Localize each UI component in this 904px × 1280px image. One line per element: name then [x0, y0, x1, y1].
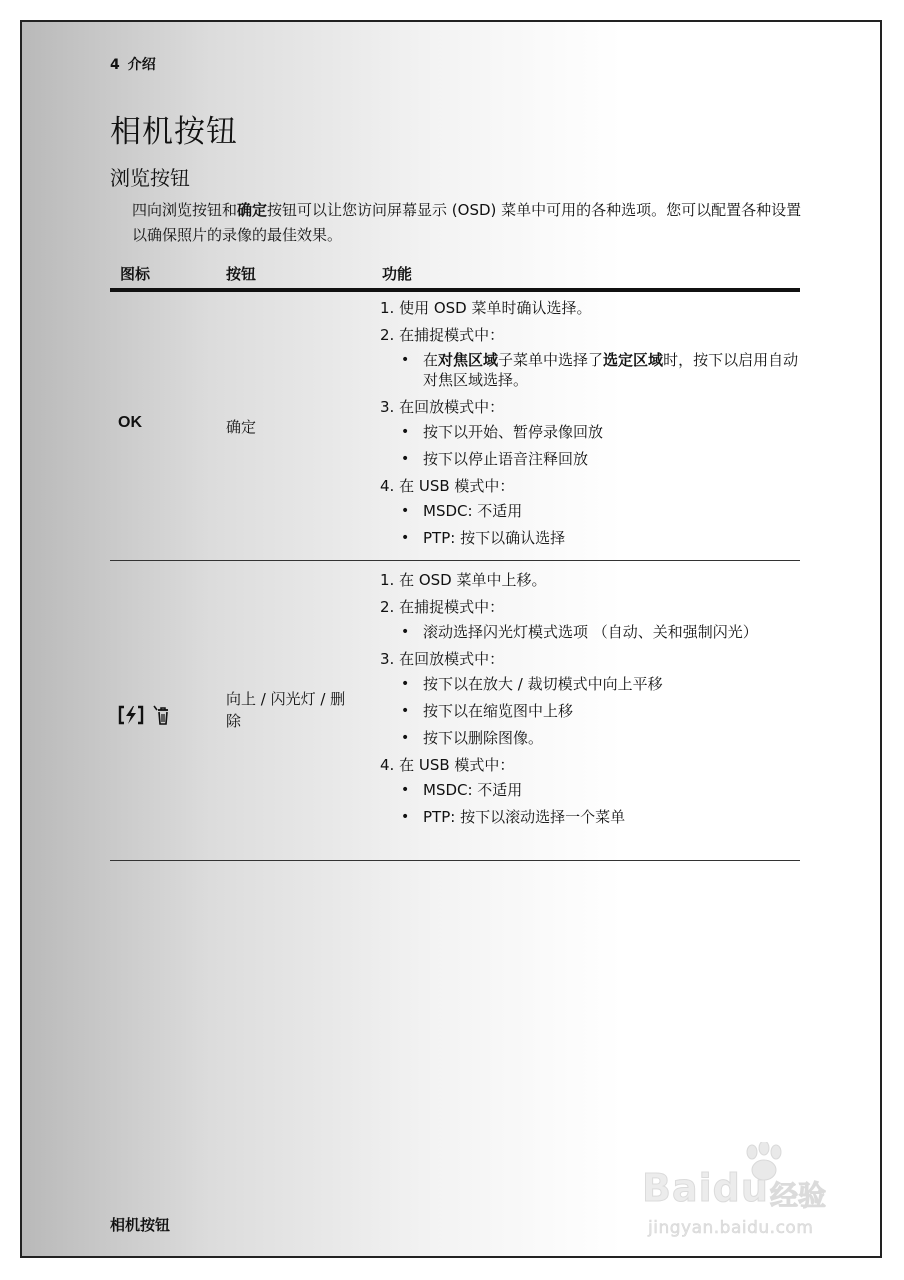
bullet-bold: 对焦区域 [438, 351, 499, 369]
chapter-number: 4 [110, 57, 120, 73]
button-name-up-flash-delete: 向上 / 闪光灯 / 删除 [226, 690, 346, 730]
button-name-confirm: 确定 [226, 418, 257, 436]
chapter-header [110, 54, 156, 74]
list-item: 3. 在回放模式中： [380, 650, 505, 668]
bullet-item: • 按下以在缩览图中上移 [380, 701, 800, 721]
bullet-bold: 选定区域 [603, 351, 664, 369]
list-item: 4. 在 USB 模式中： [380, 477, 515, 495]
watermark-brand: Baidu [642, 1166, 769, 1210]
bullet-text: 时，按下以启用自动对焦区域选择。 [423, 351, 799, 389]
bullet-item: • 按下以删除图像。 [380, 728, 800, 748]
bullet-item: • 按下以停止语音注释回放 [380, 449, 800, 469]
page-frame [20, 20, 882, 1258]
section-title: 浏览按钮 [110, 166, 190, 190]
list-item: 2. 在捕捉模式中： [380, 326, 505, 344]
table-header-rule [110, 288, 800, 292]
list-item: 2. 在捕捉模式中： [380, 598, 505, 616]
row-divider [110, 560, 800, 561]
bullet-list [380, 622, 800, 642]
function-list-confirm [380, 298, 800, 555]
column-header-function: 功能 [382, 265, 413, 283]
bullet-list [380, 501, 800, 548]
bullet-text: 子菜单中选择了 [498, 351, 604, 369]
bullet-item: • PTP: 按下以确认选择 [380, 528, 800, 548]
row-divider [110, 860, 800, 861]
chapter-title: 介绍 [127, 57, 156, 73]
bullet-text: 在 [423, 351, 439, 369]
function-list-up-flash-delete [380, 570, 800, 834]
list-item: 1. 在 OSD 菜单中上移。 [380, 571, 547, 589]
bullet-item: • MSDC: 不适用 [380, 780, 800, 800]
bullet-item: • 按下以开始、暂停录像回放 [380, 422, 800, 442]
up-flash-delete-icons [118, 704, 172, 726]
column-header-icon: 图标 [120, 265, 151, 283]
intro-paragraph [132, 198, 812, 248]
trash-icon [150, 704, 172, 726]
bullet-item [380, 350, 800, 390]
bullet-list [380, 350, 800, 390]
bullet-list [380, 780, 800, 827]
bullet-item: • MSDC: 不适用 [380, 501, 800, 521]
flash-icon [118, 704, 144, 726]
list-item: 1. 使用 OSD 菜单时确认选择。 [380, 299, 592, 317]
intro-text-2: 按钮可以让您访问屏幕显示 (OSD) 菜单中可用的各种选项。您可以配置各种设置以确保照片的录像的最佳效果。 [132, 201, 802, 244]
bullet-item: • 按下以在放大 / 裁切模式中向上平移 [380, 674, 800, 694]
watermark-brand-cn: 经验 [770, 1179, 827, 1212]
intro-bold: 确定 [237, 201, 268, 219]
ok-icon-label: OK [118, 414, 142, 431]
bullet-item: • 滚动选择闪光灯模式选项 （自动、关和强制闪光） [380, 622, 800, 642]
bullet-list [380, 422, 800, 469]
footer-title: 相机按钮 [110, 1216, 171, 1234]
intro-text-1: 四向浏览按钮和 [132, 201, 238, 219]
watermark-url: jingyan.baidu.com [648, 1218, 814, 1238]
list-item: 4. 在 USB 模式中： [380, 756, 515, 774]
column-header-button: 按钮 [226, 265, 257, 283]
baidu-watermark [642, 1152, 862, 1242]
page-title: 相机按钮 [110, 114, 238, 150]
table-header [110, 263, 800, 289]
bullet-item: • PTP: 按下以滚动选择一个菜单 [380, 807, 800, 827]
list-item: 3. 在回放模式中： [380, 398, 505, 416]
bullet-list [380, 674, 800, 748]
